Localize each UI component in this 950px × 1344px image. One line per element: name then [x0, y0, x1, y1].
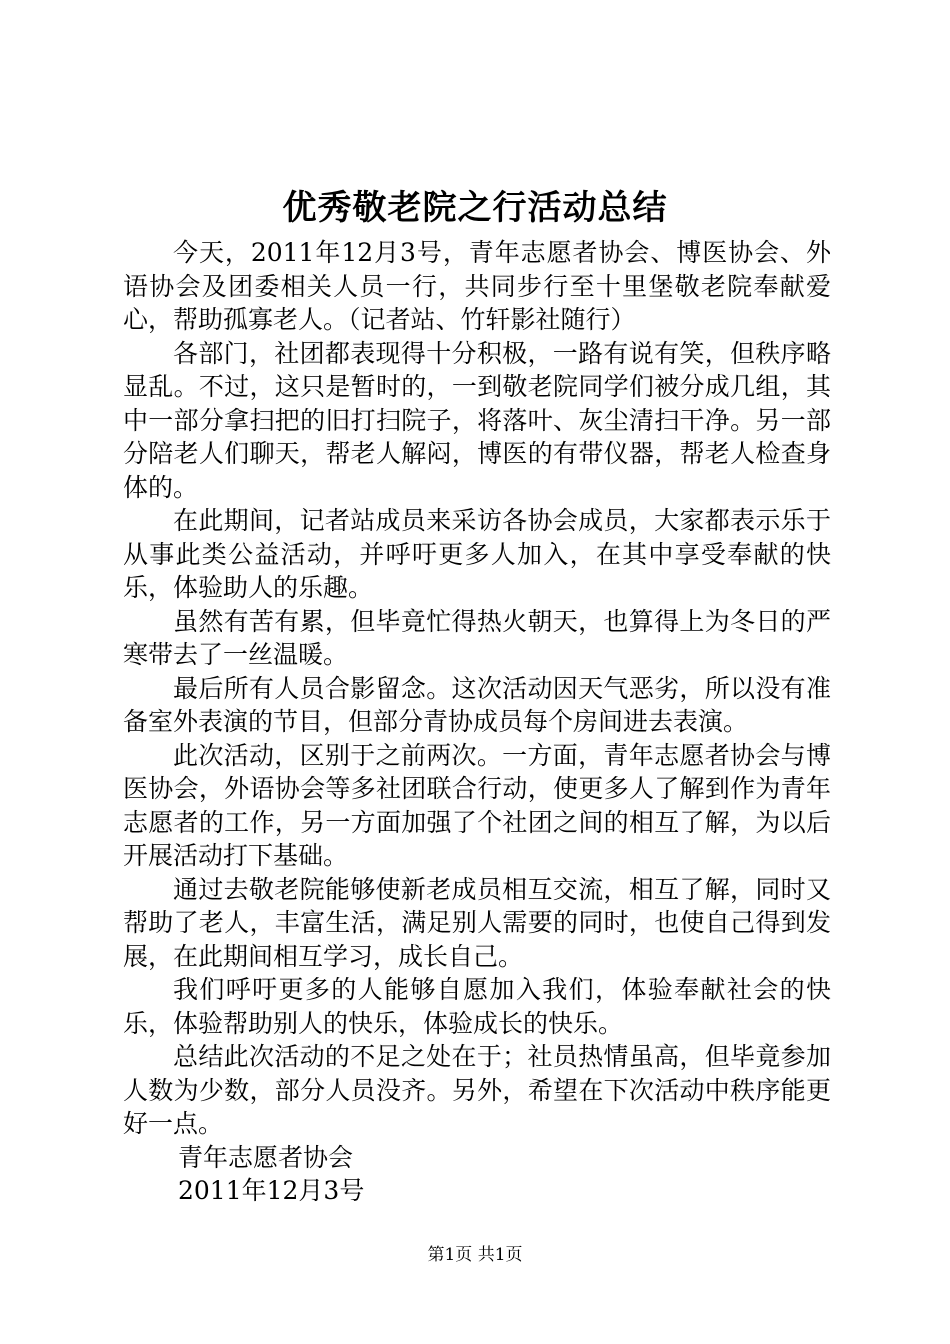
paragraph: 最后所有人员合影留念。这次活动因天气恶劣，所以没有准备室外表演的节目，但部分青协成员每个房间进去表演。 [123, 673, 831, 736]
paragraph: 在此期间，记者站成员来采访各协会成员，大家都表示乐于从事此类公益活动，并呼吁更多人加入，在其中享受奉献的快乐，体验助人的乐趣。 [123, 506, 831, 602]
paragraph: 总结此次活动的不足之处在于；社员热情虽高，但毕竟参加人数为少数，部分人员没齐。另外，希望在下次活动中秩序能更好一点。 [123, 1042, 831, 1138]
paragraph: 各部门，社团都表现得十分积极，一路有说有笑，但秩序略显乱。不过，这只是暂时的，一到敬老院同学们被分成几组，其中一部分拿扫把的旧打扫院子，将落叶、灰尘清扫干净。另一部分陪老人们聊天，帮老人解闷，博医的有带仪器，帮老人检查身体的。 [123, 338, 831, 502]
paragraph: 虽然有苦有累，但毕竟忙得热火朝天，也算得上为冬日的严寒带去了一丝温暖。 [123, 606, 831, 669]
page-title: 优秀敬老院之行活动总结 [282, 188, 668, 228]
document-body [123, 236, 831, 1208]
paragraph: 我们呼吁更多的人能够自愿加入我们，体验奉献社会的快乐，体验帮助别人的快乐，体验成长的快乐。 [123, 975, 831, 1038]
signature-organization: 青年志愿者协会 [178, 1142, 354, 1172]
page-footer: 第1页 共1页 [427, 1245, 523, 1265]
signature-date: 2011年12月3号 [178, 1176, 365, 1205]
paragraph: 通过去敬老院能够使新老成员相互交流，相互了解，同时又帮助了老人，丰富生活，满足别人需要的同时，也使自己得到发展，在此期间相互学习，成长自己。 [123, 874, 831, 971]
paragraph: 此次活动，区别于之前两次。一方面，青年志愿者协会与博医协会，外语协会等多社团联合行动，使更多人了解到作为青年志愿者的工作，另一方面加强了个社团之间的相互了解，为以后开展活动打下基础。 [123, 740, 831, 870]
paragraph: 今天，2011年12月3号，青年志愿者协会、博医协会、外语协会及团委相关人员一行，共同步行至十里堡敬老院奉献爱心，帮助孤寡老人。（记者站、竹轩影社随行） [123, 238, 831, 334]
